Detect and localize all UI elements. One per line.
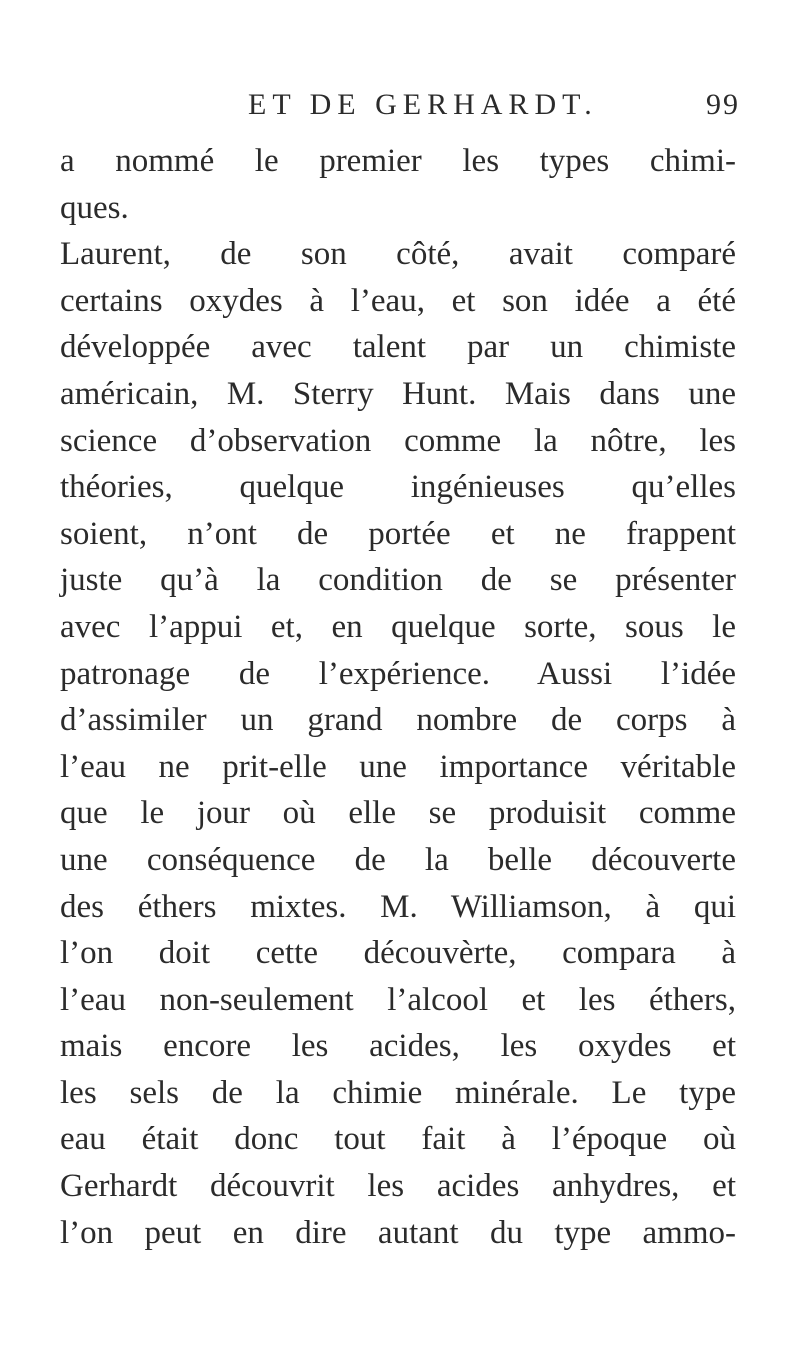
text-line-19: l’eau non-seulement l’alcool et les éthers, xyxy=(60,981,736,1018)
text-line-8: théories, quelque ingénieuses qu’elles xyxy=(60,469,736,506)
body-text xyxy=(60,138,736,1256)
text-line-18: l’on doit cette découvèrte, compara à xyxy=(60,935,736,972)
text-line-5: développée avec talent par un chimiste xyxy=(60,329,736,366)
text-line-20: mais encore les acides, les oxydes et xyxy=(60,1028,736,1065)
text-line-13: d’assimiler un grand nombre de corps à xyxy=(60,702,736,739)
text-line-6: américain, M. Sterry Hunt. Mais dans une xyxy=(60,375,736,412)
text-line-22: eau était donc tout fait à l’époque où xyxy=(60,1121,736,1158)
text-line-3: Laurent, de son côté, avait comparé xyxy=(60,236,736,273)
text-line-7: science d’observation comme la nôtre, les xyxy=(60,422,736,459)
text-line-10: juste qu’à la condition de se présenter xyxy=(60,562,736,599)
page-number: 99 xyxy=(706,88,740,121)
text-line-9: soient, n’ont de portée et ne frappent xyxy=(60,515,736,552)
running-head xyxy=(0,88,800,138)
running-title: ET DE GERHARDT. xyxy=(248,88,598,121)
text-line-16: une conséquence de la belle découverte xyxy=(60,841,736,878)
text-line-1: a nommé le premier les types chimi- xyxy=(60,143,736,179)
text-line-11: avec l’appui et, en quelque sorte, sous le xyxy=(60,608,736,645)
text-line-17: des éthers mixtes. M. Williamson, à qui xyxy=(60,888,736,925)
text-line-23: Gerhardt découvrit les acides anhydres, et xyxy=(60,1168,736,1205)
text-line-21: les sels de la chimie minérale. Le type xyxy=(60,1074,736,1111)
text-line-4: certains oxydes à l’eau, et son idée a été xyxy=(60,282,736,319)
text-line-2: ques. xyxy=(60,189,129,226)
text-line-15: que le jour où elle se produisit comme xyxy=(60,795,736,832)
text-line-12: patronage de l’expérience. Aussi l’idée xyxy=(60,655,736,692)
text-line-14: l’eau ne prit-elle une importance véritable xyxy=(60,748,736,785)
text-line-24: l’on peut en dire autant du type ammo- xyxy=(60,1214,736,1251)
